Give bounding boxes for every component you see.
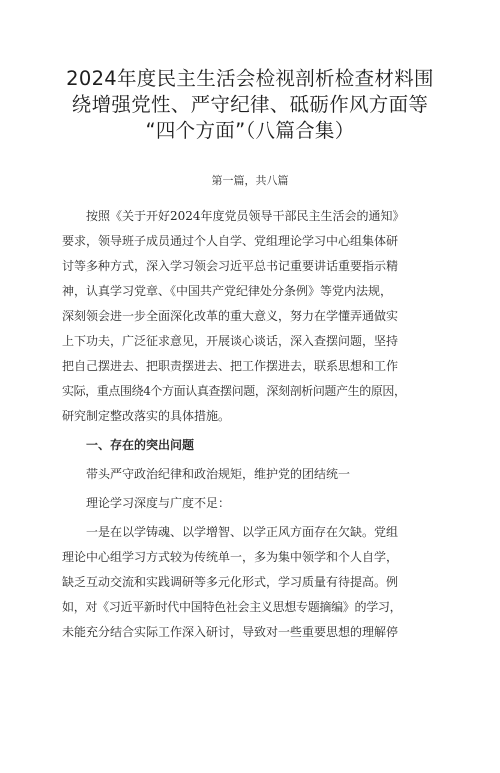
title-line-3: “四个方面”（八篇合集） (145, 119, 355, 142)
point-paragraph (62, 520, 438, 645)
intro-paragraph (62, 204, 438, 429)
intro-line: 深刻领会进一步全面深化改革的重大意义，努力在学懂弄通做实 (62, 309, 399, 323)
sub-item: 理论学习深度与广度不足： (86, 496, 231, 510)
document-page (0, 66, 500, 773)
intro-line: 讨等多种方式，深入学习领会习近平总书记重要讲话重要指示精 (62, 259, 399, 273)
section-label: 第一篇，共八篇 (211, 174, 289, 187)
intro-line: 上下功夫，广泛征求意见，开展谈心谈话，深入查摆问题，坚持 (62, 334, 399, 348)
title-line-2: 绕增强党性、严守纪律、砥砺作风方面等 (71, 93, 429, 116)
title-line-1: 2024年度民主生活会检视剖析检查材料围 (66, 67, 434, 90)
intro-line: 神，认真学习党章、《中国共产党纪律处分条例》等党内法规， (62, 284, 393, 298)
intro-line: 实际，重点围绕4个方面认真查摆问题，深刻剖析问题产生的原因， (62, 384, 406, 398)
intro-line: 按照《关于开好2024年度党员领导干部民主生活会的通知》 (86, 209, 405, 223)
intro-line: 把自己摆进去、把职责摆进去、把工作摆进去，联系思想和工作 (62, 359, 399, 373)
point-line: 未能充分结合实际工作深入研讨，导致对一些重要思想的理解停 (62, 625, 399, 639)
point-line: 一是在以学铸魂、以学增智、以学正风方面存在欠缺。党组 (86, 525, 399, 539)
intro-line: 要求，领导班子成员通过个人自学、党组理论学习中心组集体研 (62, 234, 399, 248)
point-line: 如，对《习近平新时代中国特色社会主义思想专题摘编》的学习， (62, 600, 402, 614)
document-body (62, 204, 438, 645)
intro-line: 研究制定整改落实的具体措施。 (62, 409, 231, 423)
point-line: 理论中心组学习方式较为传统单一，多为集中领学和个人自学， (62, 550, 399, 564)
section-heading-1: 一、存在的突出问题 (86, 438, 195, 452)
document-title (62, 66, 438, 144)
point-line: 缺乏互动交流和实践调研等多元化形式，学习质量有待提高。例 (62, 575, 399, 589)
sub-heading: 带头严守政治纪律和政治规矩，维护党的团结统一 (86, 467, 351, 481)
